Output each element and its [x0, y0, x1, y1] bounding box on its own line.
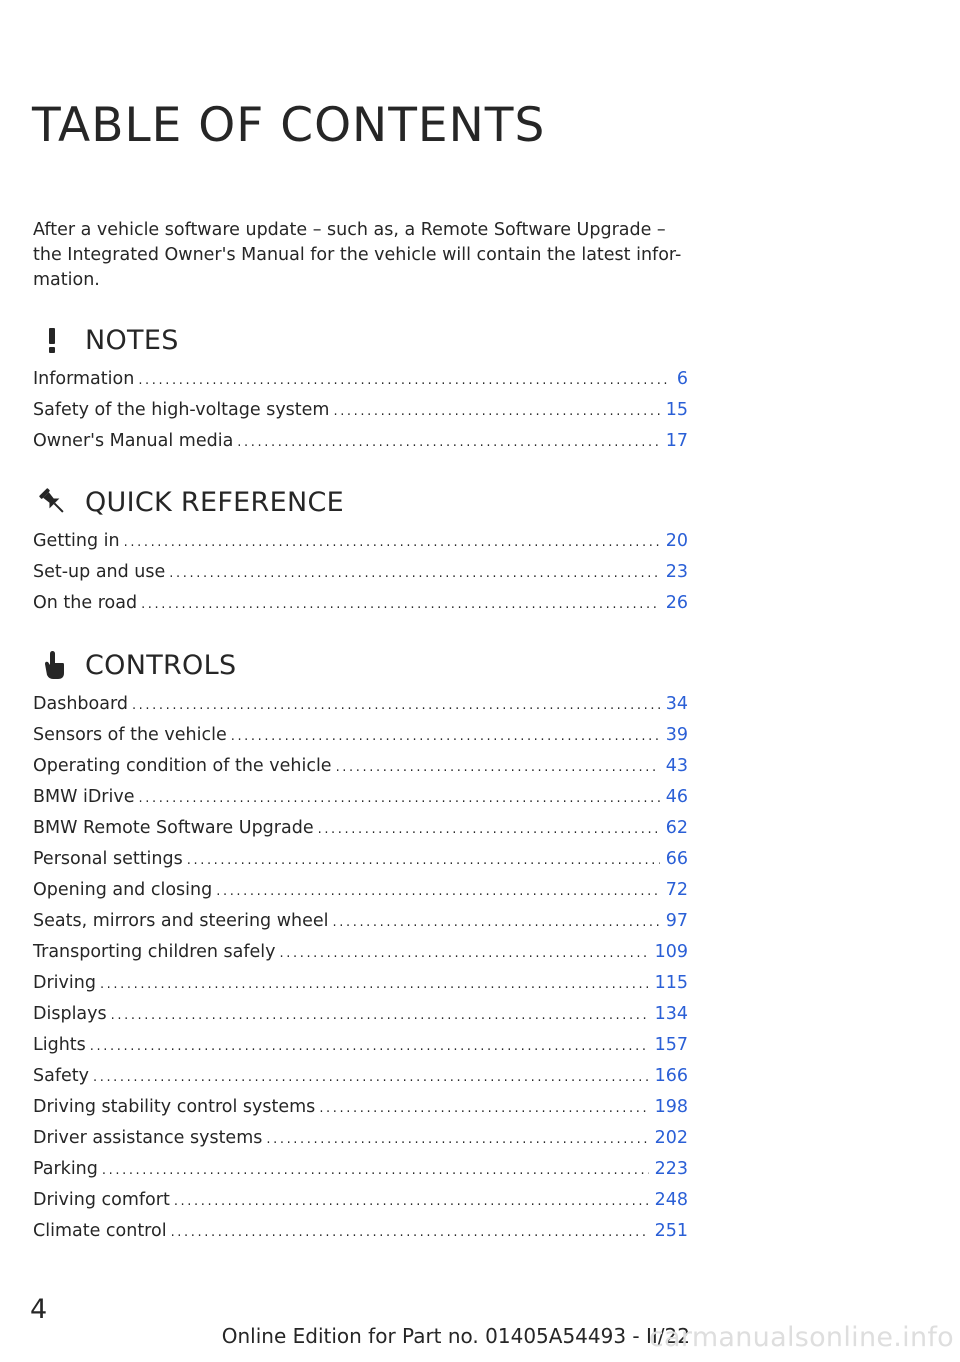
dot-leader	[139, 783, 660, 814]
toc-entry[interactable]	[33, 751, 688, 782]
toc-entry[interactable]	[33, 906, 688, 937]
toc-entry-page[interactable]: 20	[665, 531, 688, 551]
toc-list-notes	[33, 364, 688, 457]
toc-entry[interactable]	[33, 720, 688, 751]
toc-entry-label: Transporting children safely	[33, 942, 276, 962]
toc-entry[interactable]	[33, 875, 688, 906]
toc-entry-page[interactable]: 166	[654, 1066, 688, 1086]
toc-entry[interactable]	[33, 426, 688, 457]
toc-entry-label: Seats, mirrors and steering wheel	[33, 911, 329, 931]
dot-leader	[318, 814, 660, 845]
toc-entry-label: Personal settings	[33, 849, 183, 869]
toc-entry-page[interactable]: 6	[676, 369, 688, 389]
toc-entry-label: Operating condition of the vehicle	[33, 756, 332, 776]
toc-entry[interactable]	[33, 1216, 688, 1247]
section-header-quick-reference	[33, 482, 344, 522]
toc-entry-page[interactable]: 115	[654, 973, 688, 993]
toc-list-quick-reference	[33, 526, 688, 619]
toc-entry-page[interactable]: 34	[665, 694, 688, 714]
toc-entry-page[interactable]: 202	[654, 1128, 688, 1148]
dot-leader	[100, 969, 649, 1000]
toc-entry-page[interactable]: 248	[654, 1190, 688, 1210]
page-number: 4	[30, 1294, 48, 1325]
toc-entry-label: Owner's Manual media	[33, 431, 234, 451]
page-title: TABLE OF CONTENTS	[32, 98, 546, 153]
toc-entry[interactable]	[33, 364, 688, 395]
footer-edition: Online Edition for Part no. 01405A54493 - II/22	[221, 1324, 690, 1348]
toc-entry[interactable]	[33, 782, 688, 813]
toc-entry[interactable]	[33, 937, 688, 968]
toc-entry-page[interactable]: 39	[665, 725, 688, 745]
toc-entry-label: Information	[33, 369, 135, 389]
toc-entry[interactable]	[33, 1092, 688, 1123]
toc-entry[interactable]	[33, 1185, 688, 1216]
dot-leader	[90, 1031, 649, 1062]
dot-leader	[280, 938, 649, 969]
toc-entry-page[interactable]: 109	[654, 942, 688, 962]
dot-leader	[171, 1217, 649, 1248]
toc-entry-page[interactable]: 26	[665, 593, 688, 613]
toc-entry-page[interactable]: 134	[654, 1004, 688, 1024]
section-header-notes	[33, 320, 179, 360]
toc-entry[interactable]	[33, 813, 688, 844]
section-header-controls	[33, 645, 236, 685]
toc-entry-page[interactable]: 46	[665, 787, 688, 807]
section-title: QUICK REFERENCE	[85, 486, 344, 518]
toc-entry-page[interactable]: 15	[665, 400, 688, 420]
toc-entry-label: Driving stability control systems	[33, 1097, 316, 1117]
toc-entry[interactable]	[33, 844, 688, 875]
toc-entry-label: Getting in	[33, 531, 120, 551]
toc-entry-page[interactable]: 17	[665, 431, 688, 451]
pin-icon	[33, 482, 73, 522]
toc-entry-page[interactable]: 223	[654, 1159, 688, 1179]
toc-entry-label: Dashboard	[33, 694, 128, 714]
dot-leader	[93, 1062, 649, 1093]
toc-entry-page[interactable]: 43	[665, 756, 688, 776]
toc-list-controls	[33, 689, 688, 1247]
section-title: NOTES	[85, 324, 179, 356]
toc-entry-label: Parking	[33, 1159, 98, 1179]
toc-entry[interactable]	[33, 1154, 688, 1185]
toc-entry[interactable]	[33, 689, 688, 720]
toc-entry-label: BMW Remote Software Upgrade	[33, 818, 314, 838]
dot-leader	[141, 589, 660, 620]
toc-entry-label: Driver assistance systems	[33, 1128, 263, 1148]
dot-leader	[138, 365, 671, 396]
toc-entry[interactable]	[33, 395, 688, 426]
toc-entry-page[interactable]: 66	[665, 849, 688, 869]
dot-leader	[174, 1186, 649, 1217]
dot-leader	[231, 721, 660, 752]
toc-entry-label: BMW iDrive	[33, 787, 135, 807]
dot-leader	[132, 690, 660, 721]
toc-entry-page[interactable]: 198	[654, 1097, 688, 1117]
toc-entry-label: On the road	[33, 593, 138, 613]
dot-leader	[216, 876, 659, 907]
toc-entry-label: Climate control	[33, 1221, 167, 1241]
toc-entry-label: Lights	[33, 1035, 86, 1055]
dot-leader	[237, 427, 659, 458]
dot-leader	[169, 558, 659, 589]
toc-entry-label: Safety of the high-voltage system	[33, 400, 330, 420]
toc-entry[interactable]	[33, 588, 688, 619]
toc-entry[interactable]	[33, 999, 688, 1030]
toc-entry[interactable]	[33, 1061, 688, 1092]
toc-entry[interactable]	[33, 1030, 688, 1061]
toc-entry-label: Displays	[33, 1004, 107, 1024]
watermark: carmanualsonline.info	[648, 1322, 954, 1353]
toc-entry-label: Sensors of the vehicle	[33, 725, 227, 745]
dot-leader	[333, 907, 660, 938]
dot-leader	[187, 845, 660, 876]
toc-entry-label: Driving	[33, 973, 96, 993]
toc-entry[interactable]	[33, 526, 688, 557]
toc-entry-page[interactable]: 62	[665, 818, 688, 838]
dot-leader	[111, 1000, 649, 1031]
toc-entry-label: Set-up and use	[33, 562, 166, 582]
dot-leader	[336, 752, 660, 783]
toc-entry-label: Driving comfort	[33, 1190, 170, 1210]
toc-entry[interactable]	[33, 968, 688, 999]
toc-entry-label: Safety	[33, 1066, 89, 1086]
toc-entry-page[interactable]: 23	[665, 562, 688, 582]
dot-leader	[266, 1124, 648, 1155]
intro-paragraph: After a vehicle software update – such as, a Remote Software Upgrade – the Integrated Owner's Manual for the vehicle will contain the latest infor-mation.	[33, 220, 682, 290]
pointing-hand-icon	[33, 645, 73, 685]
dot-leader	[102, 1155, 649, 1186]
toc-entry[interactable]	[33, 1123, 688, 1154]
toc-entry-page[interactable]: 97	[665, 911, 688, 931]
dot-leader	[333, 396, 659, 427]
section-title: CONTROLS	[85, 649, 237, 681]
dot-leader	[319, 1093, 648, 1124]
toc-entry[interactable]	[33, 557, 688, 588]
exclamation-icon	[33, 320, 73, 360]
toc-entry-page[interactable]: 157	[654, 1035, 688, 1055]
toc-entry-page[interactable]: 72	[665, 880, 688, 900]
dot-leader	[124, 527, 660, 558]
toc-entry-page[interactable]: 251	[654, 1221, 688, 1241]
toc-entry-label: Opening and closing	[33, 880, 213, 900]
